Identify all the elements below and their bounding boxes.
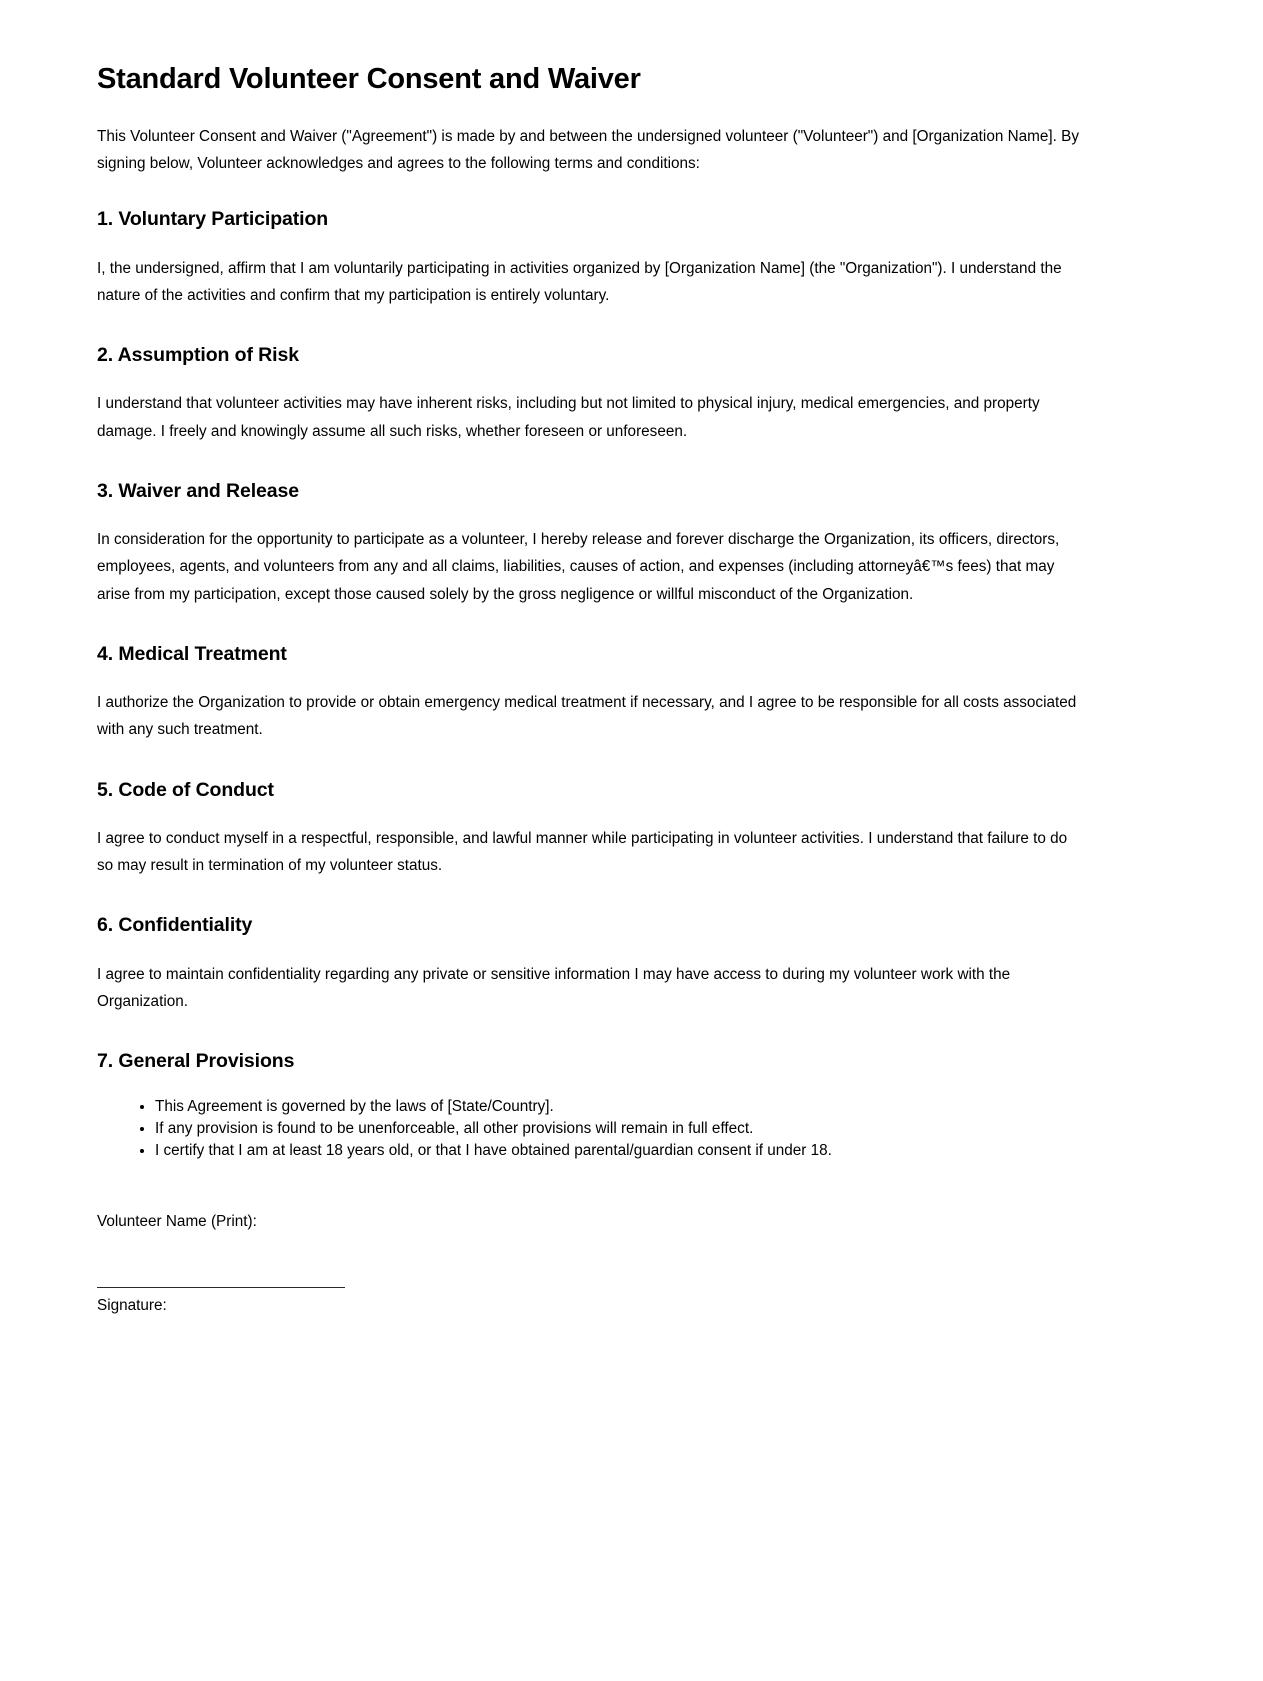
section-heading-3: 3. Waiver and Release: [97, 479, 300, 502]
section-body-2: I understand that volunteer activities may have inherent risks, including but not limited to physical injury, medical emergencies, and property damage. I freely and knowingly assume all such risks, whether foreseen or unforeseen.: [97, 395, 1040, 440]
list-item: • I certify that I am at least 18 years old, or that I have obtained parental/guardian consent if under 18.: [155, 1140, 1085, 1162]
section-heading-5: 5. Code of Conduct: [97, 778, 274, 801]
section-heading-1: 1. Voluntary Participation: [97, 208, 329, 231]
section-heading-6: 6. Confidentiality: [97, 914, 253, 937]
volunteer-name-label: Volunteer Name (Print):: [97, 1212, 257, 1230]
section-heading-4: 4. Medical Treatment: [97, 642, 287, 665]
list-item: • If any provision is found to be unenforceable, all other provisions will remain in full effect.: [155, 1118, 1085, 1140]
section-heading-7: 7. General Provisions: [97, 1050, 295, 1073]
list-item: • This Agreement is governed by the laws of [State/Country].: [155, 1096, 1085, 1118]
page-title: Standard Volunteer Consent and Waiver: [97, 63, 641, 95]
intro-paragraph: This Volunteer Consent and Waiver ("Agreement") is made by and between the undersigned volunteer ("Volunteer") and [Organization Name]. By signing below, Volunteer acknowledges and agrees to the following terms and conditions:: [97, 127, 1079, 173]
section-body-4: I authorize the Organization to provide or obtain emergency medical treatment if necessary, and I agree to be responsible for all costs associated with any such treatment.: [97, 694, 1077, 739]
section-body-1: I, the undersigned, affirm that I am voluntarily participating in activities organized by [Organization Name] (the "Organization"). I understand the nature of the activities and confirm that my participation is entirely voluntary.: [97, 259, 1062, 304]
signature-block: [97, 1208, 1085, 1319]
section-body-3: In consideration for the opportunity to participate as a volunteer, I hereby release and forever discharge the Organization, its officers, directors, employees, agents, and volunteers from any and all claims, liabilities, causes of action, and expenses (including attorneyâ€™s fees) that may arise from my participation, except those caused solely by the gross negligence or willful misconduct of the Organization.: [97, 531, 1060, 603]
signature-label: Signature:: [97, 1296, 167, 1314]
section-heading-2: 2. Assumption of Risk: [97, 344, 299, 367]
section-body-5: I agree to conduct myself in a respectful, responsible, and lawful manner while participating in volunteer activities. I understand that failure to do so may result in termination of my volunteer status.: [97, 829, 1068, 875]
signature-rule: [97, 1287, 345, 1288]
section-body-6: I agree to maintain confidentiality regarding any private or sensitive information I may have access to during my volunteer work with the Organization.: [97, 965, 1011, 1010]
general-provisions-list: [97, 1096, 1085, 1161]
